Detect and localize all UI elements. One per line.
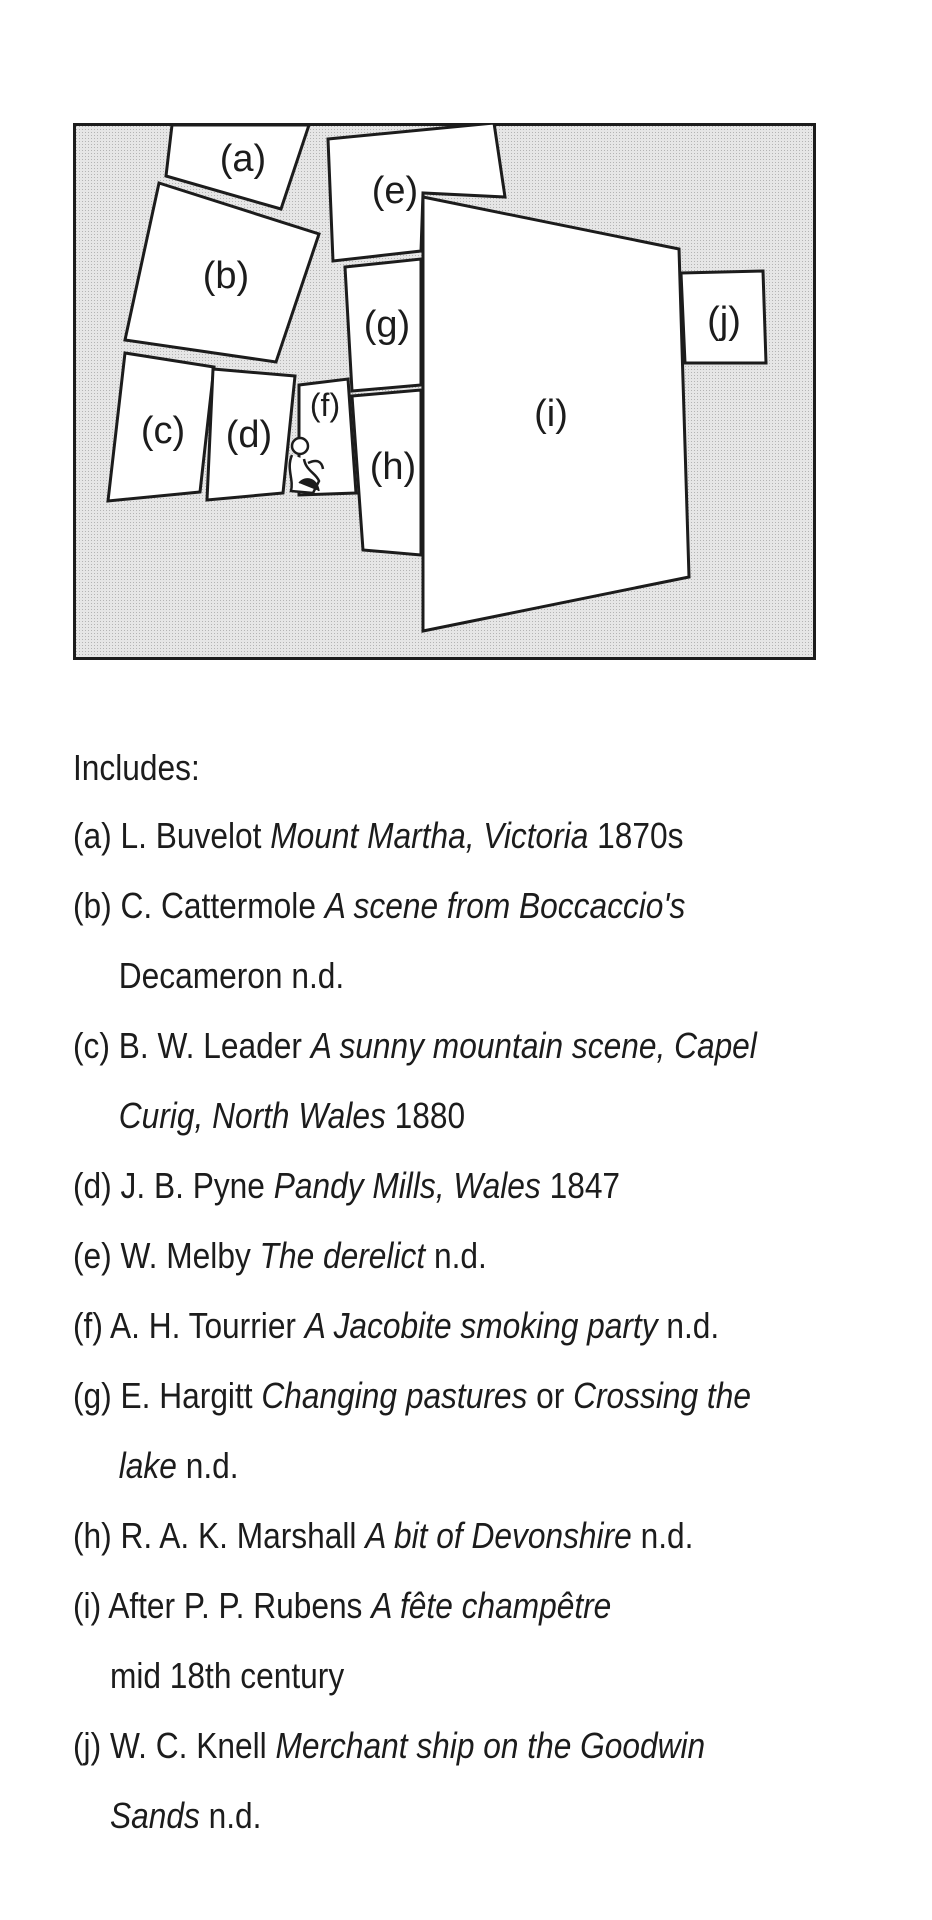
painting-date: n.d. (208, 1795, 262, 1836)
caption-entry-i: (i) After P. P. Rubens A fête champêtre mid 18th century (73, 1585, 612, 1696)
artist-name: After P. P. Rubens (108, 1585, 363, 1626)
caption-entry-a: (a) L. Buvelot Mount Martha, Victoria 1870s (73, 815, 684, 856)
painting-date: mid 18th century (109, 1655, 345, 1696)
caption-list (73, 735, 795, 1851)
artist-name: R. A. K. Marshall (120, 1515, 357, 1556)
artist-name: W. C. Knell (109, 1725, 267, 1766)
frame-b-label: (b) (202, 255, 250, 297)
painting-title-cont: Decameron (118, 955, 283, 996)
caption-entry-h: (h) R. A. K. Marshall A bit of Devonshire n.d. (73, 1515, 694, 1556)
frame-h[interactable] (352, 390, 421, 555)
frame-a-label: (a) (219, 138, 267, 180)
painting-date: n.d. (640, 1515, 694, 1556)
painting-title: A sunny mountain scene, Capel (310, 1025, 757, 1066)
caption-entry-g: (g) E. Hargitt Changing pastures or Crossing the lake n.d. (73, 1375, 751, 1486)
frame-j[interactable] (681, 271, 766, 363)
painting-title: A fête champêtre (371, 1585, 612, 1626)
frame-d[interactable] (207, 369, 295, 500)
caption-heading: Includes: (73, 747, 200, 788)
caption-entry-c: (c) B. W. Leader A sunny mountain scene, Capel Curig, North Wales 1880 (73, 1025, 757, 1136)
frame-c[interactable] (108, 353, 214, 501)
painting-title: Mount Martha, Victoria (270, 815, 589, 856)
painting-title: The derelict (259, 1235, 426, 1276)
frame-g-label: (g) (363, 304, 411, 346)
frame-c-label: (c) (140, 410, 186, 452)
caption-entry-f: (f) A. H. Tourrier A Jacobite smoking party n.d. (73, 1305, 720, 1346)
painting-hang-diagram (73, 123, 816, 660)
caption-entry-d: (d) J. B. Pyne Pandy Mills, Wales 1847 (73, 1165, 621, 1206)
painting-date: n.d. (666, 1305, 720, 1346)
painting-date: n.d. (185, 1445, 239, 1486)
frame-f-label: (f) (309, 387, 341, 423)
painting-title: A bit of Devonshire (365, 1515, 632, 1556)
artist-name: B. W. Leader (118, 1025, 302, 1066)
painting-alt-title-cont: lake (118, 1445, 177, 1486)
painting-date: n.d. (291, 955, 345, 996)
artist-name: W. Melby (120, 1235, 251, 1276)
painting-date: 1847 (549, 1165, 621, 1206)
frame-j-label: (j) (707, 300, 741, 342)
painting-title: Merchant ship on the Goodwin (275, 1725, 706, 1766)
frame-i[interactable] (423, 197, 689, 631)
painting-title: A Jacobite smoking party (304, 1305, 658, 1346)
artist-name: L. Buvelot (120, 815, 262, 856)
painting-date: 1880 (394, 1095, 466, 1136)
artist-name: C. Cattermole (120, 885, 316, 926)
artist-name: E. Hargitt (120, 1375, 253, 1416)
painting-title-cont: Sands (109, 1795, 200, 1836)
painting-title: Changing pastures (261, 1375, 528, 1416)
frame-g[interactable] (345, 259, 421, 391)
frame-h-label: (h) (369, 446, 417, 488)
painting-date: 1870s (597, 815, 684, 856)
artist-name: J. B. Pyne (120, 1165, 265, 1206)
frame-d-label: (d) (225, 414, 273, 456)
painting-date: n.d. (433, 1235, 487, 1276)
painting-title: A scene from Boccaccio's (324, 885, 686, 926)
painting-title-cont: Curig, North Wales (118, 1095, 386, 1136)
frame-i-label: (i) (534, 393, 568, 435)
caption-entry-b: (b) C. Cattermole A scene from Boccaccio's Decameron n.d. (73, 885, 686, 996)
caption-entry-e: (e) W. Melby The derelict n.d. (73, 1235, 487, 1276)
frame-e-label: (e) (371, 170, 419, 212)
artist-name: A. H. Tourrier (109, 1305, 296, 1346)
caption-entry-j: (j) W. C. Knell Merchant ship on the Goodwin Sands n.d. (73, 1725, 706, 1836)
painting-alt-title: Crossing the (573, 1375, 751, 1416)
painting-title: Pandy Mills, Wales (273, 1165, 541, 1206)
title-connector: or (536, 1375, 565, 1416)
